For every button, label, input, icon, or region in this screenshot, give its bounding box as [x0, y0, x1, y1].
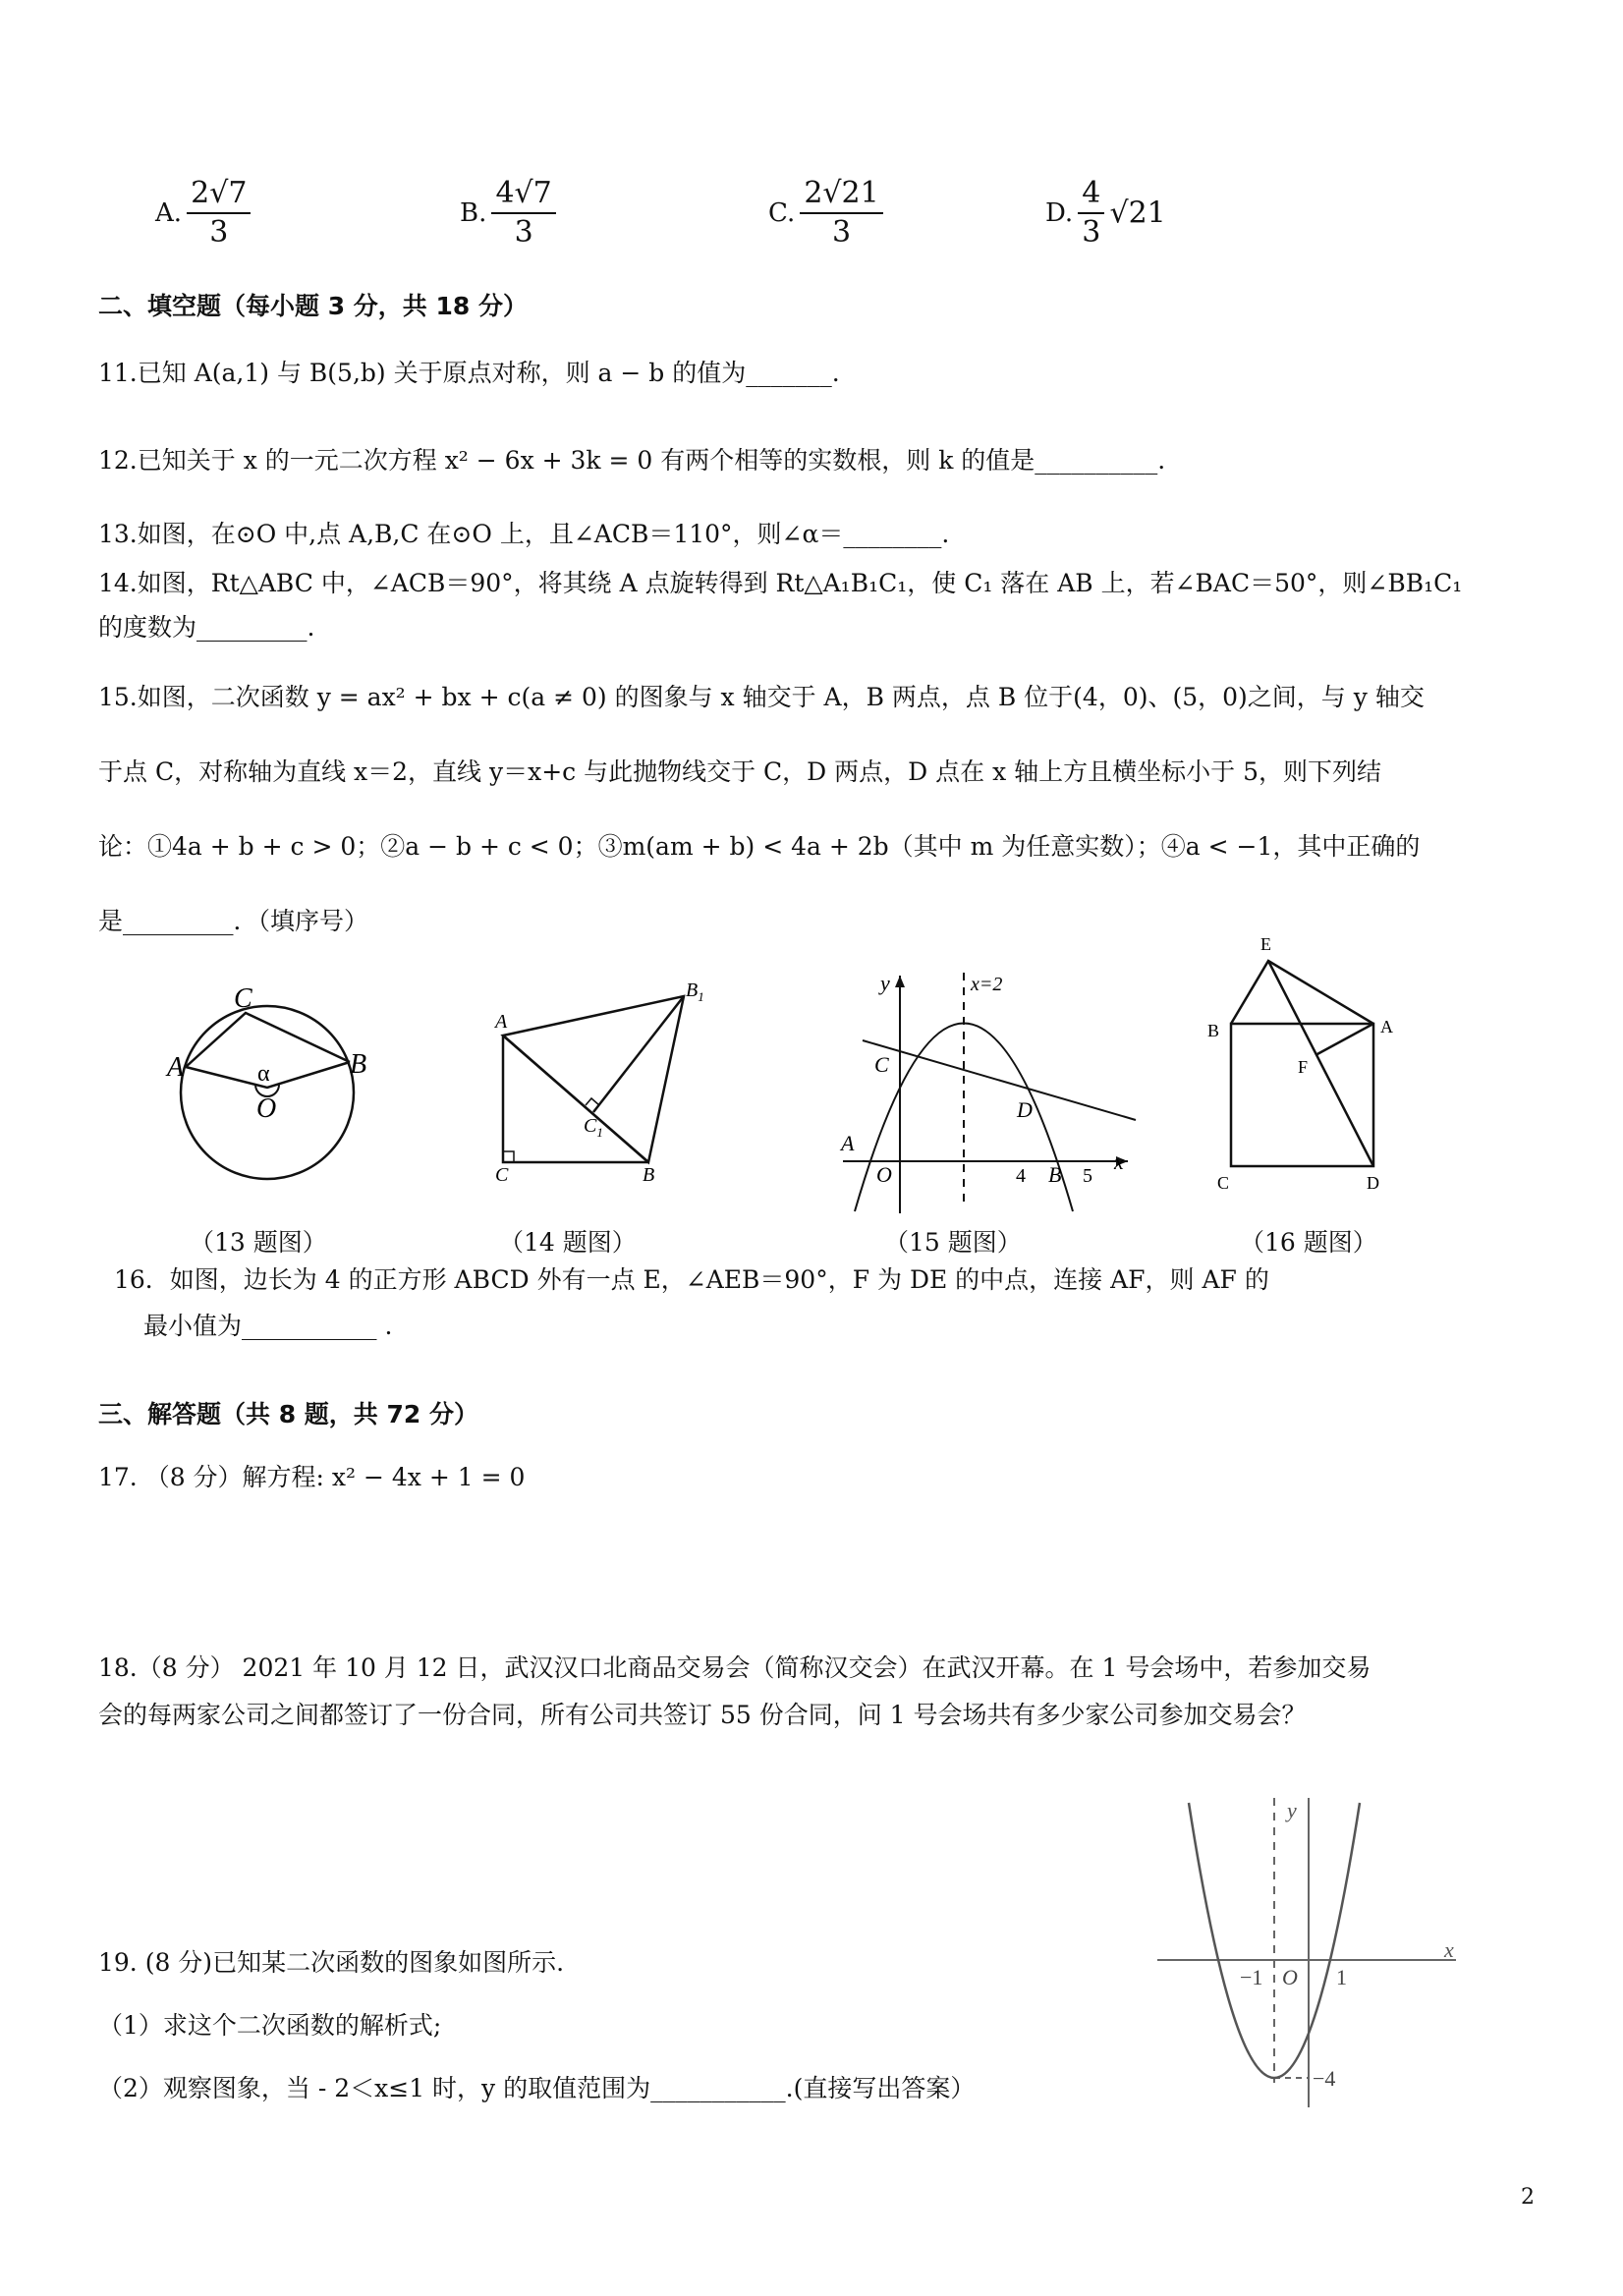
circle-o	[181, 1006, 354, 1179]
label-a: A	[841, 1131, 855, 1155]
page-number: 2	[1521, 2185, 1535, 2210]
option-d-letter: D.	[1045, 198, 1074, 228]
question-19-part1: （1）求这个二次函数的解析式;	[98, 2011, 442, 2040]
label-alpha: α	[257, 1061, 270, 1087]
figure-19	[1149, 1788, 1464, 2112]
question-17: 17. （8 分）解方程: x² − 4x + 1 = 0	[98, 1463, 526, 1491]
label-b1	[686, 980, 704, 1004]
option-a-fraction	[187, 175, 251, 252]
label-a: A	[495, 1011, 508, 1033]
label-c: C	[234, 983, 252, 1014]
question-15-line3: 论：①4a + b + c > 0；②a − b + c < 0；③m(am + b) < 4a + 2b（其中 m 为任意实数）；④a < −1，其中正确的	[98, 832, 1421, 861]
figure-14	[481, 973, 717, 1189]
question-19-part2: （2）观察图象，当 - 2＜x≤1 时，y 的取值范围为___________.(直接写出答案）	[98, 2074, 976, 2102]
question-15-line4: 是_________．（填序号）	[98, 907, 369, 935]
question-16-line1: 16．如图，边长为 4 的正方形 ABCD 外有一点 E，∠AEB＝90°，F 为 DE 的中点，连接 AF，则 AF 的	[114, 1265, 1269, 1294]
option-c-numerator: 2√21	[800, 175, 882, 214]
label-d: D	[1367, 1173, 1379, 1193]
figure-13	[157, 982, 373, 1199]
square-abcd	[1231, 1024, 1373, 1166]
label-c1-main: C	[584, 1115, 597, 1137]
label-y: y	[1287, 1798, 1297, 1822]
label-a: A	[167, 1052, 185, 1083]
label-y: y	[880, 971, 890, 995]
label-x2: x=2	[971, 974, 1003, 995]
option-b-numerator: 4√7	[491, 175, 555, 214]
option-d-numerator: 4	[1078, 175, 1104, 214]
tick-5: 5	[1083, 1165, 1092, 1187]
question-13: 13.如图，在⊙O 中,点 A,B,C 在⊙O 上，且∠ACB＝110°，则∠α＝________.	[98, 520, 950, 548]
option-d-fraction	[1078, 175, 1104, 252]
label-o: O	[1282, 1965, 1298, 1989]
option-a	[155, 175, 251, 252]
question-18-line1: 18.（8 分） 2021 年 10 月 12 日，武汉汉口北商品交易会（简称汉交会）在武汉开幕。在 1 号会场中，若参加交易	[98, 1653, 1371, 1682]
label-b: B	[350, 1049, 367, 1080]
option-a-letter: A.	[155, 198, 183, 228]
tick-1: 1	[1336, 1965, 1347, 1989]
option-c-fraction	[800, 175, 882, 252]
label-c: C	[874, 1052, 889, 1077]
label-b: B	[1048, 1162, 1062, 1187]
question-12: 12.已知关于 x 的一元二次方程 x² − 6x + 3k = 0 有两个相等的实数根，则 k 的值是__________.	[98, 446, 1166, 475]
segment-af	[1315, 1024, 1373, 1055]
label-c1-sub: 1	[596, 1125, 603, 1140]
label-f: F	[1298, 1057, 1309, 1077]
triangle-aeb	[1231, 961, 1373, 1024]
question-18-line2: 会的每两家公司之间都签订了一份合同，所有公司共签订 55 份合同，问 1 号会场共有多少家公司参加交易会？	[98, 1701, 1307, 1729]
label-x: x	[1444, 1937, 1454, 1962]
question-11: 11.已知 A(a,1) 与 B(5,b) 关于原点对称，则 a − b 的值为_______.	[98, 359, 840, 387]
tick-neg1: −1	[1240, 1965, 1263, 1989]
option-b	[460, 175, 556, 252]
option-c-letter: C.	[768, 198, 796, 228]
option-d-denominator: 3	[1082, 215, 1101, 250]
figure-16	[1203, 928, 1400, 1204]
label-b: B	[1207, 1021, 1220, 1040]
right-angle-mark-c1	[586, 1098, 599, 1105]
caption-14: （14 题图）	[499, 1228, 637, 1257]
triangle-ab1c1	[503, 996, 684, 1162]
option-d-suffix: √21	[1109, 196, 1166, 231]
label-x: x	[1114, 1149, 1124, 1174]
label-b1-sub: 1	[698, 989, 704, 1004]
question-14-line2: 的度数为_________.	[98, 613, 315, 642]
y-axis-arrow	[895, 976, 905, 987]
question-16-line2: 最小值为___________ .	[143, 1312, 393, 1340]
question-15-line2: 于点 C，对称轴为直线 x＝2，直线 y＝x+c 与此抛物线交于 C，D 两点，D 点在 x 轴上方且横坐标小于 5，则下列结	[98, 757, 1381, 786]
option-b-fraction	[491, 175, 555, 252]
figure-15	[833, 968, 1138, 1213]
label-c: C	[1217, 1173, 1230, 1193]
label-d: D	[1017, 1097, 1033, 1122]
label-a: A	[1380, 1017, 1393, 1036]
label-c: C	[495, 1164, 509, 1186]
section2-title: 二、填空题（每小题 3 分，共 18 分）	[98, 292, 529, 320]
caption-15: （15 题图）	[884, 1228, 1022, 1257]
tick-neg4: −4	[1313, 2066, 1336, 2091]
label-o: O	[256, 1093, 277, 1124]
caption-13: （13 题图）	[190, 1228, 327, 1257]
label-e: E	[1260, 934, 1271, 954]
mc-options-row	[0, 167, 1623, 275]
label-b: B	[643, 1164, 655, 1186]
option-d	[1045, 175, 1166, 252]
question-14-line1: 14.如图，Rt△ABC 中，∠ACB＝90°，将其绕 A 点旋转得到 Rt△A₁B₁C₁，使 C₁ 落在 AB 上，若∠BAC＝50°，则∠BB₁C₁	[98, 569, 1463, 597]
label-o: O	[876, 1162, 892, 1187]
question-19: 19. (8 分)已知某二次函数的图象如图所示.	[98, 1948, 565, 1977]
option-a-denominator: 3	[209, 215, 229, 250]
option-b-letter: B.	[460, 198, 487, 228]
option-c	[768, 175, 883, 252]
option-a-numerator: 2√7	[187, 175, 251, 214]
caption-16: （16 题图）	[1240, 1228, 1377, 1257]
question-15-line1: 15.如图，二次函数 y = ax² + bx + c(a ≠ 0) 的图象与 x 轴交于 A，B 两点，点 B 位于(4，0)、(5，0)之间，与 y 轴交	[98, 683, 1425, 711]
label-b1-main: B	[686, 980, 699, 1001]
option-c-denominator: 3	[831, 215, 852, 250]
tick-4: 4	[1016, 1165, 1026, 1187]
right-angle-mark-c	[503, 1151, 514, 1162]
section3-title: 三、解答题（共 8 题，共 72 分）	[98, 1400, 479, 1428]
option-b-denominator: 3	[514, 215, 533, 250]
chord-a-c-b	[186, 1013, 350, 1067]
